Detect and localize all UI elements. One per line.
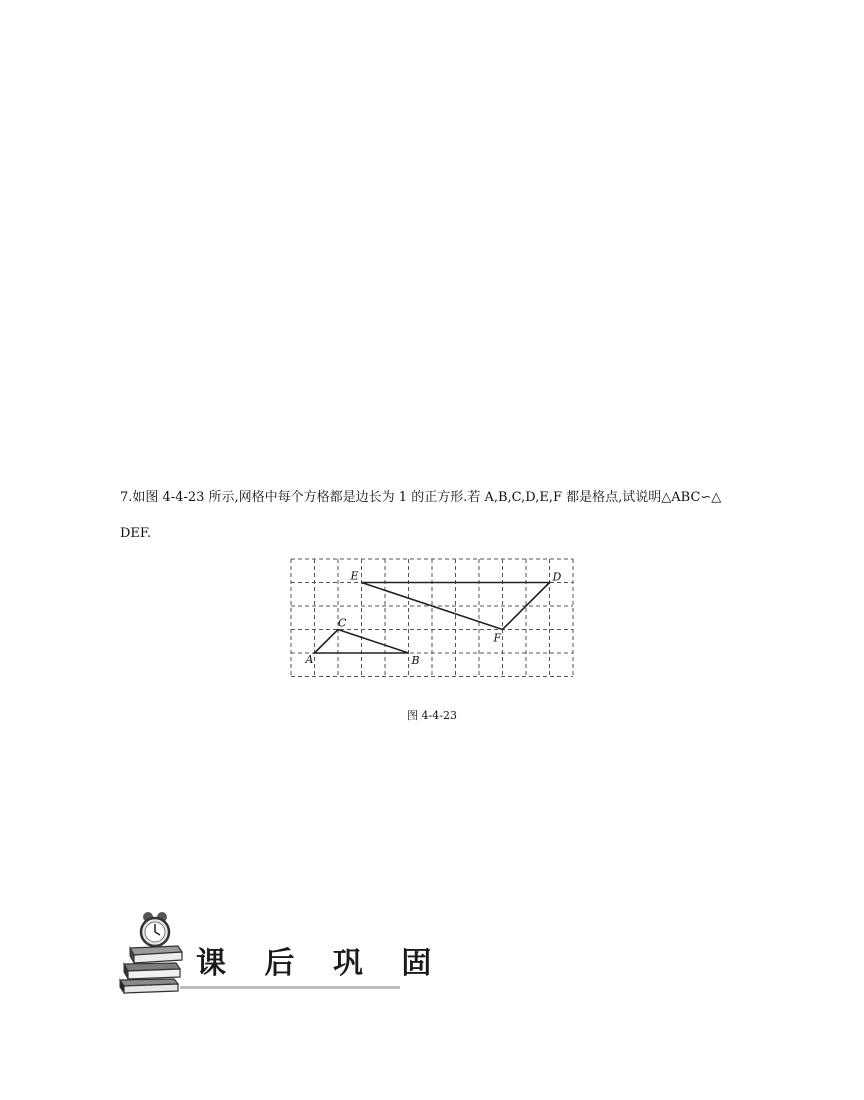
point-label-c: C bbox=[338, 616, 347, 630]
grid-lines bbox=[291, 559, 573, 677]
question-text-line-1: 7.如图 4-4-23 所示,网格中每个方格都是边长为 1 的正方形.若 A,B,C,D,E,F 都是格点,试说明△ABC∽△ bbox=[120, 490, 722, 505]
question-text-line-2: DEF. bbox=[120, 526, 152, 541]
triangle-abc bbox=[315, 630, 409, 654]
question-7 bbox=[120, 480, 760, 552]
grid-figure bbox=[288, 556, 576, 682]
figure-caption: 图 4-4-23 bbox=[407, 709, 457, 722]
point-label-e: E bbox=[350, 569, 359, 583]
point-label-b: B bbox=[411, 654, 420, 667]
triangle-abc-outline bbox=[315, 630, 409, 654]
section-title: 课 后 巩 固 bbox=[196, 946, 446, 981]
grid-figure-svg bbox=[288, 556, 576, 682]
point-label-a: A bbox=[305, 653, 314, 666]
point-label-d: D bbox=[552, 570, 562, 584]
point-label-f: F bbox=[493, 631, 502, 645]
section-divider bbox=[180, 986, 400, 989]
books-clock-icon bbox=[118, 908, 198, 994]
